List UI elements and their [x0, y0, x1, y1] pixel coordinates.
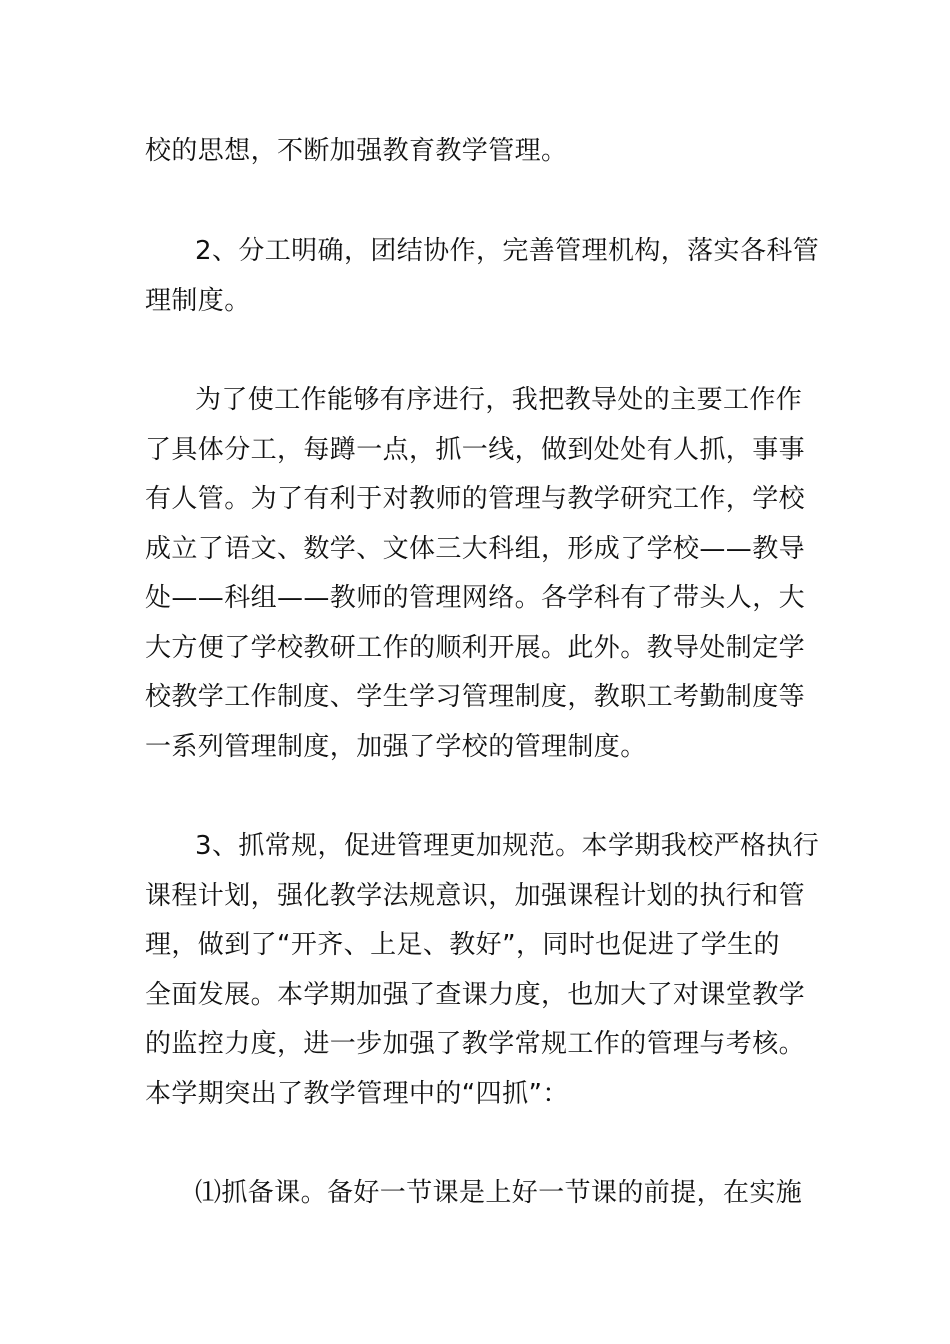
text-line: 为了使工作能够有序进行，我把教导处的主要工作作 [195, 385, 803, 415]
text-line: 处——科组——教师的管理网络。各学科有了带头人，大 [145, 583, 806, 613]
text-line: 3、抓常规，促进管理更加规范。本学期我校严格执行 [195, 831, 820, 861]
text-line: 有人管。为了有利于对教师的管理与教学研究工作，学校 [145, 484, 806, 514]
text-line: 成立了语文、数学、文体三大科组，形成了学校——教导 [145, 534, 806, 564]
text-line: 全面发展。本学期加强了查课力度，也加大了对课堂教学 [145, 980, 806, 1010]
text-line: 本学期突出了教学管理中的“四抓”： [145, 1079, 569, 1109]
text-line: 校教学工作制度、学生学习管理制度，教职工考勤制度等 [145, 682, 806, 712]
text-line: 一系列管理制度，加强了学校的管理制度。 [145, 732, 647, 762]
text-line: 大方便了学校教研工作的顺利开展。此外。教导处制定学 [145, 633, 806, 663]
text-line: 了具体分工，每蹲一点，抓一线，做到处处有人抓，事事 [145, 435, 806, 465]
text-line: 2、分工明确，团结协作，完善管理机构，落实各科管 [195, 236, 820, 266]
text-line: ⑴抓备课。备好一节课是上好一节课的前提，在实施 [195, 1178, 803, 1208]
text-line: 理，做到了“开齐、上足、教好”，同时也促进了学生的 [145, 930, 780, 960]
text-line: 的监控力度，进一步加强了教学常规工作的管理与考核。 [145, 1029, 806, 1059]
text-line: 理制度。 [145, 286, 251, 316]
text-line: 校的思想，不断加强教育教学管理。 [145, 136, 568, 166]
text-line: 课程计划，强化教学法规意识，加强课程计划的执行和管 [145, 881, 806, 911]
